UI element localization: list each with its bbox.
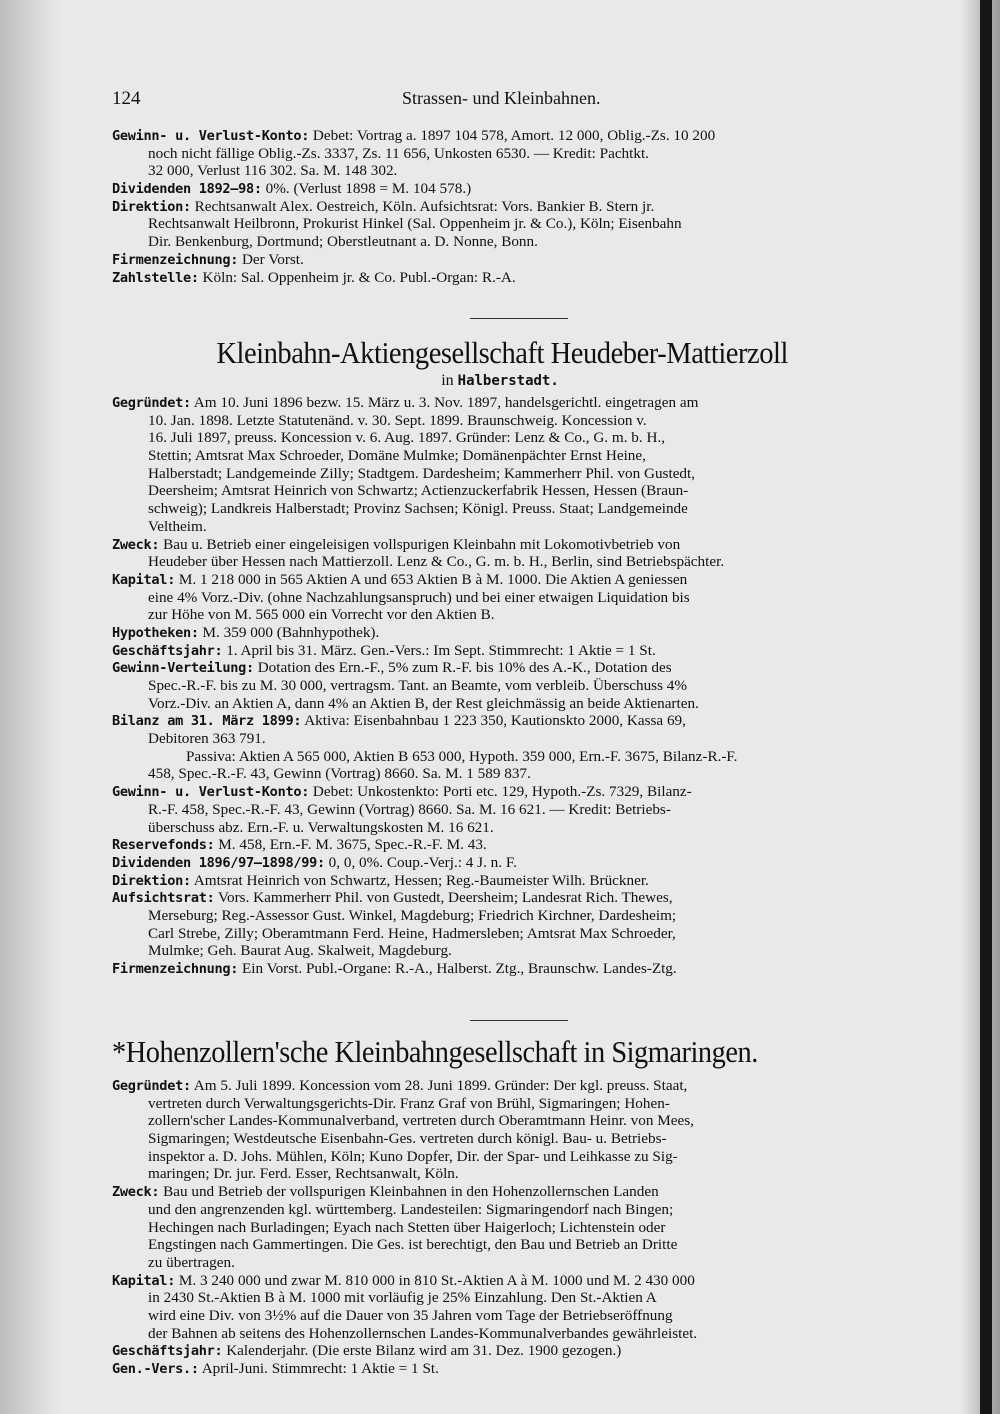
entry-text: Stettin; Amtsrat Max Schroeder, Domäne Mulmke; Domänenpächter Ernst Heine, [148,447,646,465]
entry-text: noch nicht fällige Oblig.-Zs. 3337, Zs. 11 656, Unkosten 6530. — Kredit: Pachtkt. [148,144,649,162]
entry-text: Debet: Vortrag a. 1897 104 578, Amort. 12 000, Oblig.-Zs. 10 200 [309,127,716,144]
text-line [112,677,938,695]
entry-text: zur Höhe von M. 565 000 ein Vorrecht vor den Aktien B. [148,606,495,624]
text-line [112,872,938,890]
text-line [112,836,938,854]
entry-label: Bilanz am 31. März 1899: [112,713,302,730]
entry-text: Am 10. Juni 1896 bezw. 15. März u. 3. Nov. 1897, handelsgerichtl. eingetragen am [190,394,699,411]
text-line [112,465,938,483]
text-line [112,889,938,907]
entry-label: Gewinn-Verteilung: [112,660,254,677]
text-line [112,482,938,500]
entry-text: 10. Jan. 1898. Letzte Statutenänd. v. 30. Sept. 1899. Braunschweig. Koncession v. [148,411,647,429]
text-line [112,198,938,216]
entry-text: Am 5. Juli 1899. Koncession vom 28. Juni 1899. Gründer: Der kgl. preuss. Staat, [190,1077,688,1094]
entry-label: Firmenzeichnung: [112,961,239,977]
entry-text: überschuss abz. Ern.-F. u. Verwaltungskosten M. 16 621. [148,818,494,836]
entry-text: Heudeber über Hessen nach Mattierzoll. Lenz & Co., G. m. b. H., Berlin, sind Betriebspächter. [148,553,725,571]
entry-text: M. 458, Ern.-F. M. 3675, Spec.-R.-F. M. 43. [214,836,487,854]
text-line [112,1219,938,1237]
text-line [112,1307,938,1325]
entry-text: Vors. Kammerherr Phil. von Gustedt, Deersheim; Landesrat Rich. Thewes, [214,889,673,907]
text-line [112,730,938,748]
text-line [112,145,938,163]
entry-text: M. 1 218 000 in 565 Aktien A und 653 Aktien B à M. 1000. Die Aktien A geniessen [175,570,688,588]
text-line [112,447,938,465]
entry-text: Mulmke; Geh. Baurat Aug. Skalweit, Magdeburg. [148,942,452,960]
entry-text: und den angrenzenden kgl. württemberg. Landesteilen: Sigmaringendorf nach Bingen; [148,1200,674,1218]
text-line [112,269,938,287]
entry-label: Dividenden 1896/97—1898/99: [112,854,325,871]
entry-text: Ein Vorst. Publ.-Organe: R.-A., Halberst. Ztg., Braunschw. Landes-Ztg. [238,960,677,977]
entry-text: Engstingen nach Gammertingen. Die Ges. ist berechtigt, den Bau und Betrieb an Dritte [148,1236,678,1254]
entry-text: Carl Strebe, Zilly; Oberamtmann Ferd. Heine, Hadmersleben; Amtsrat Max Schroeder, [148,924,676,942]
text-line [112,659,938,677]
entry-text: 1. April bis 31. März. Gen.-Vers.: Im Sept. Stimmrecht: 1 Aktie = 1 St. [222,641,656,659]
entry-text: Debitoren 363 791. [148,730,266,748]
text-line [112,801,938,819]
entry-text: Deersheim; Amtsrat Heinrich von Schwartz; Actienzuckerfabrik Hessen, Hessen (Braun- [148,482,689,500]
entry-text: 0, 0, 0%. Coup.-Verj.: 4 J. n. F. [324,853,517,871]
entry-label: Gegründet: [112,395,191,411]
text-line [112,127,938,145]
entry-text: 458, Spec.-R.-F. 43, Gewinn (Vortrag) 8660. Sa. M. 1 589 837. [148,765,531,783]
entry-text: Bau und Betrieb der vollspurigen Kleinbahnen in den Hohenzollernschen Landen [159,1183,659,1201]
entry-text: zollern'scher Landes-Kommunalverband, vertreten durch Oberamtmann Heinr. von Mees, [148,1112,694,1130]
text-line [112,748,938,766]
entry-text: Vorz.-Div. an Aktien A, dann 4% an Aktien B, der Rest gleichmässig an beide Aktienarten. [148,694,699,712]
text-line [112,1183,938,1201]
text-line [112,1272,938,1290]
entry-text: Halberstadt; Landgemeinde Zilly; Stadtgem. Dardesheim; Kammerherr Phil. von Gustedt, [148,464,696,482]
entry-label: Kapital: [112,571,176,588]
text-line [112,1112,938,1130]
entry-text: April-Juni. Stimmrecht: 1 Aktie = 1 St. [198,1360,439,1377]
entry-text: Köln: Sal. Oppenheim jr. & Co. Publ.-Organ: R.-A. [198,268,516,286]
entry-text: 0%. (Verlust 1898 = M. 104 578.) [261,180,472,198]
text-line [112,429,938,447]
entry-label: Hypotheken: [112,624,199,641]
entry-label: Gegründet: [112,1078,191,1094]
company-title-heudeber: Kleinbahn-Aktiengesellschaft Heudeber-Mattierzoll [216,335,788,370]
text-line [112,1289,938,1307]
text-line [112,783,938,801]
entry-text: Bau u. Betrieb einer eingeleisigen vollspurigen Kleinbahn mit Lokomotivbetrieb von [159,535,681,553]
entry-label: Gewinn- u. Verlust-Konto: [112,128,310,144]
entry-text: Rechtsanwalt Alex. Oestreich, Köln. Aufsichtsrat: Vors. Bankier B. Stern jr. [190,197,655,215]
location-prefix: in [441,372,458,389]
location-name: Halberstadt. [457,373,559,389]
entry-text: Passiva: Aktien A 565 000, Aktien B 653 000, Hypoth. 359 000, Ern.-F. 3675, Bilanz-R.-F. [148,747,738,765]
text-line [112,180,938,198]
text-line [112,215,938,233]
section-divider [470,1020,568,1021]
entry-label: Firmenzeichnung: [112,251,239,268]
text-line [112,571,938,589]
entry-text: in 2430 St.-Aktien B à M. 1000 mit vorläufig je 25% Einzahlung. Den St.-Aktien A [148,1289,657,1307]
entry-label: Geschäftsjahr: [112,642,223,659]
text-line [112,819,938,837]
entry-text: eine 4% Vorz.-Div. (ohne Nachzahlungsanspruch) und bei einer etwaigen Liquidation bis [148,588,690,606]
section-divider [470,318,568,319]
text-line [112,412,938,430]
entry-text: zu übertragen. [148,1253,235,1271]
text-line [112,518,938,536]
entry-label: Direktion: [112,198,191,215]
entry-text: wird eine Div. von 3½% auf die Dauer von 35 Jahren vom Tage der Betriebseröffnung [148,1306,673,1324]
text-line [112,854,938,872]
entry-label: Gewinn- u. Verlust-Konto: [112,784,310,801]
entry-text: Der Vorst. [238,250,304,268]
entry-label: Zweck: [112,536,160,553]
entry-text: maringen; Dr. jur. Ferd. Esser, Rechtsanwalt, Köln. [148,1165,459,1183]
text-line [112,1342,938,1360]
entry-label: Kapital: [112,1272,176,1289]
text-line [112,624,938,642]
text-line [112,907,938,925]
entry-text: der Bahnen ab seitens des Hohenzollernschen Landes-Kommunalverbandes gewährleistet. [148,1324,698,1342]
text-line [112,1165,938,1183]
entry-label: Gen.-Vers.: [112,1361,199,1377]
entry-label: Zahlstelle: [112,269,199,286]
text-line [112,765,938,783]
text-line [112,1325,938,1343]
entry-label: Aufsichtsrat: [112,890,215,907]
text-line [112,695,938,713]
entry-text: Aktiva: Eisenbahnbau 1 223 350, Kautionskto 2000, Kassa 69, [301,712,686,730]
page-header [112,88,932,112]
section-hohenzollern [112,1077,938,1378]
section-heudeber [112,394,938,978]
page-number: 124 [112,88,141,109]
text-line [112,606,938,624]
entry-text: Sigmaringen; Westdeutsche Eisenbahn-Ges. vertreten durch königl. Bau- u. Betriebs- [148,1130,667,1148]
entry-text: R.-F. 458, Spec.-R.-F. 43, Gewinn (Vortrag) 8660. Sa. M. 16 621. — Kredit: Betriebs- [148,800,671,818]
text-line [112,925,938,943]
entry-text: inspektor a. D. Johs. Mühlen, Köln; Kuno Dopfer, Dir. der Spar- und Leihkasse zu Sig- [148,1147,678,1165]
running-head: Strassen- und Kleinbahnen. [402,88,601,108]
entry-text: Kalenderjahr. (Die erste Bilanz wird am 31. Dez. 1900 gezogen.) [222,1342,622,1360]
text-line [112,394,938,412]
entry-label: Geschäftsjahr: [112,1343,223,1360]
text-line [112,162,938,180]
entry-label: Zweck: [112,1184,160,1201]
text-line [112,1095,938,1113]
text-line [112,233,938,251]
text-line [112,1077,938,1095]
entry-text: 16. Juli 1897, preuss. Koncession v. 6. Aug. 1897. Gründer: Lenz & Co., G. m. b. H., [148,429,666,447]
text-line [112,960,938,978]
text-line [112,536,938,554]
text-line [112,1254,938,1272]
text-line [112,642,938,660]
entry-text: vertreten durch Verwaltungsgerichts-Dir. Franz Graf von Brühl, Sigmaringen; Hohen- [148,1094,670,1112]
entry-text: Spec.-R.-F. bis zu M. 30 000, vertragsm. Tant. an Beamte, vom verbleib. Überschuss 4% [148,677,688,694]
entry-text: schweig); Landkreis Halberstadt; Provinz Sachsen; Königl. Preuss. Staat; Landgemeinde [148,500,688,518]
entry-text: Dotation des Ern.-F., 5% zum R.-F. bis 10% des A.-K., Dotation des [253,659,672,677]
entry-text: Dir. Benkenburg, Dortmund; Oberstleutnant a. D. Nonne, Bonn. [148,233,538,251]
text-line [112,251,938,269]
text-line [112,1130,938,1148]
text-line [112,553,938,571]
text-line [112,1201,938,1219]
entry-text: M. 3 240 000 und zwar M. 810 000 in 810 St.-Aktien A à M. 1000 und M. 2 430 000 [175,1271,695,1289]
text-line [112,500,938,518]
text-line [112,712,938,730]
book-spine-edge [980,0,992,1414]
company-title-hohenzollern: *Hohenzollern'sche Kleinbahngesellschaft in Sigmaringen. [112,1034,758,1069]
text-line [112,942,938,960]
entry-text: Hechingen nach Burladingen; Eyach nach Stetten über Haigerloch; Lichtenstein oder [148,1218,666,1236]
entry-text: Rechtsanwalt Heilbronn, Prokurist Hinkel (Sal. Oppenheim jr. & Co.), Köln; Eisenbahn [148,215,682,233]
entry-label: Dividenden 1892—98: [112,181,262,198]
company-location [0,372,1000,390]
section-previous-company [112,127,938,286]
entry-text: M. 359 000 (Bahnhypothek). [198,623,380,641]
entry-text: Merseburg; Reg.-Assessor Gust. Winkel, Magdeburg; Friedrich Kirchner, Dardesheim; [148,906,677,924]
entry-text: 32 000, Verlust 116 302. Sa. M. 148 302. [148,162,398,180]
entry-label: Reservefonds: [112,837,215,854]
text-line [112,1148,938,1166]
entry-text: Amtsrat Heinrich von Schwartz, Hessen; Reg.-Baumeister Wilh. Brückner. [190,871,649,889]
entry-label: Direktion: [112,872,191,889]
text-line [112,1236,938,1254]
entry-text: Veltheim. [148,517,207,535]
text-line [112,589,938,607]
text-line [112,1360,938,1378]
page-shadow-left [0,0,60,1414]
entry-text: Debet: Unkostenkto: Porti etc. 129, Hypoth.-Zs. 7329, Bilanz- [309,783,692,801]
